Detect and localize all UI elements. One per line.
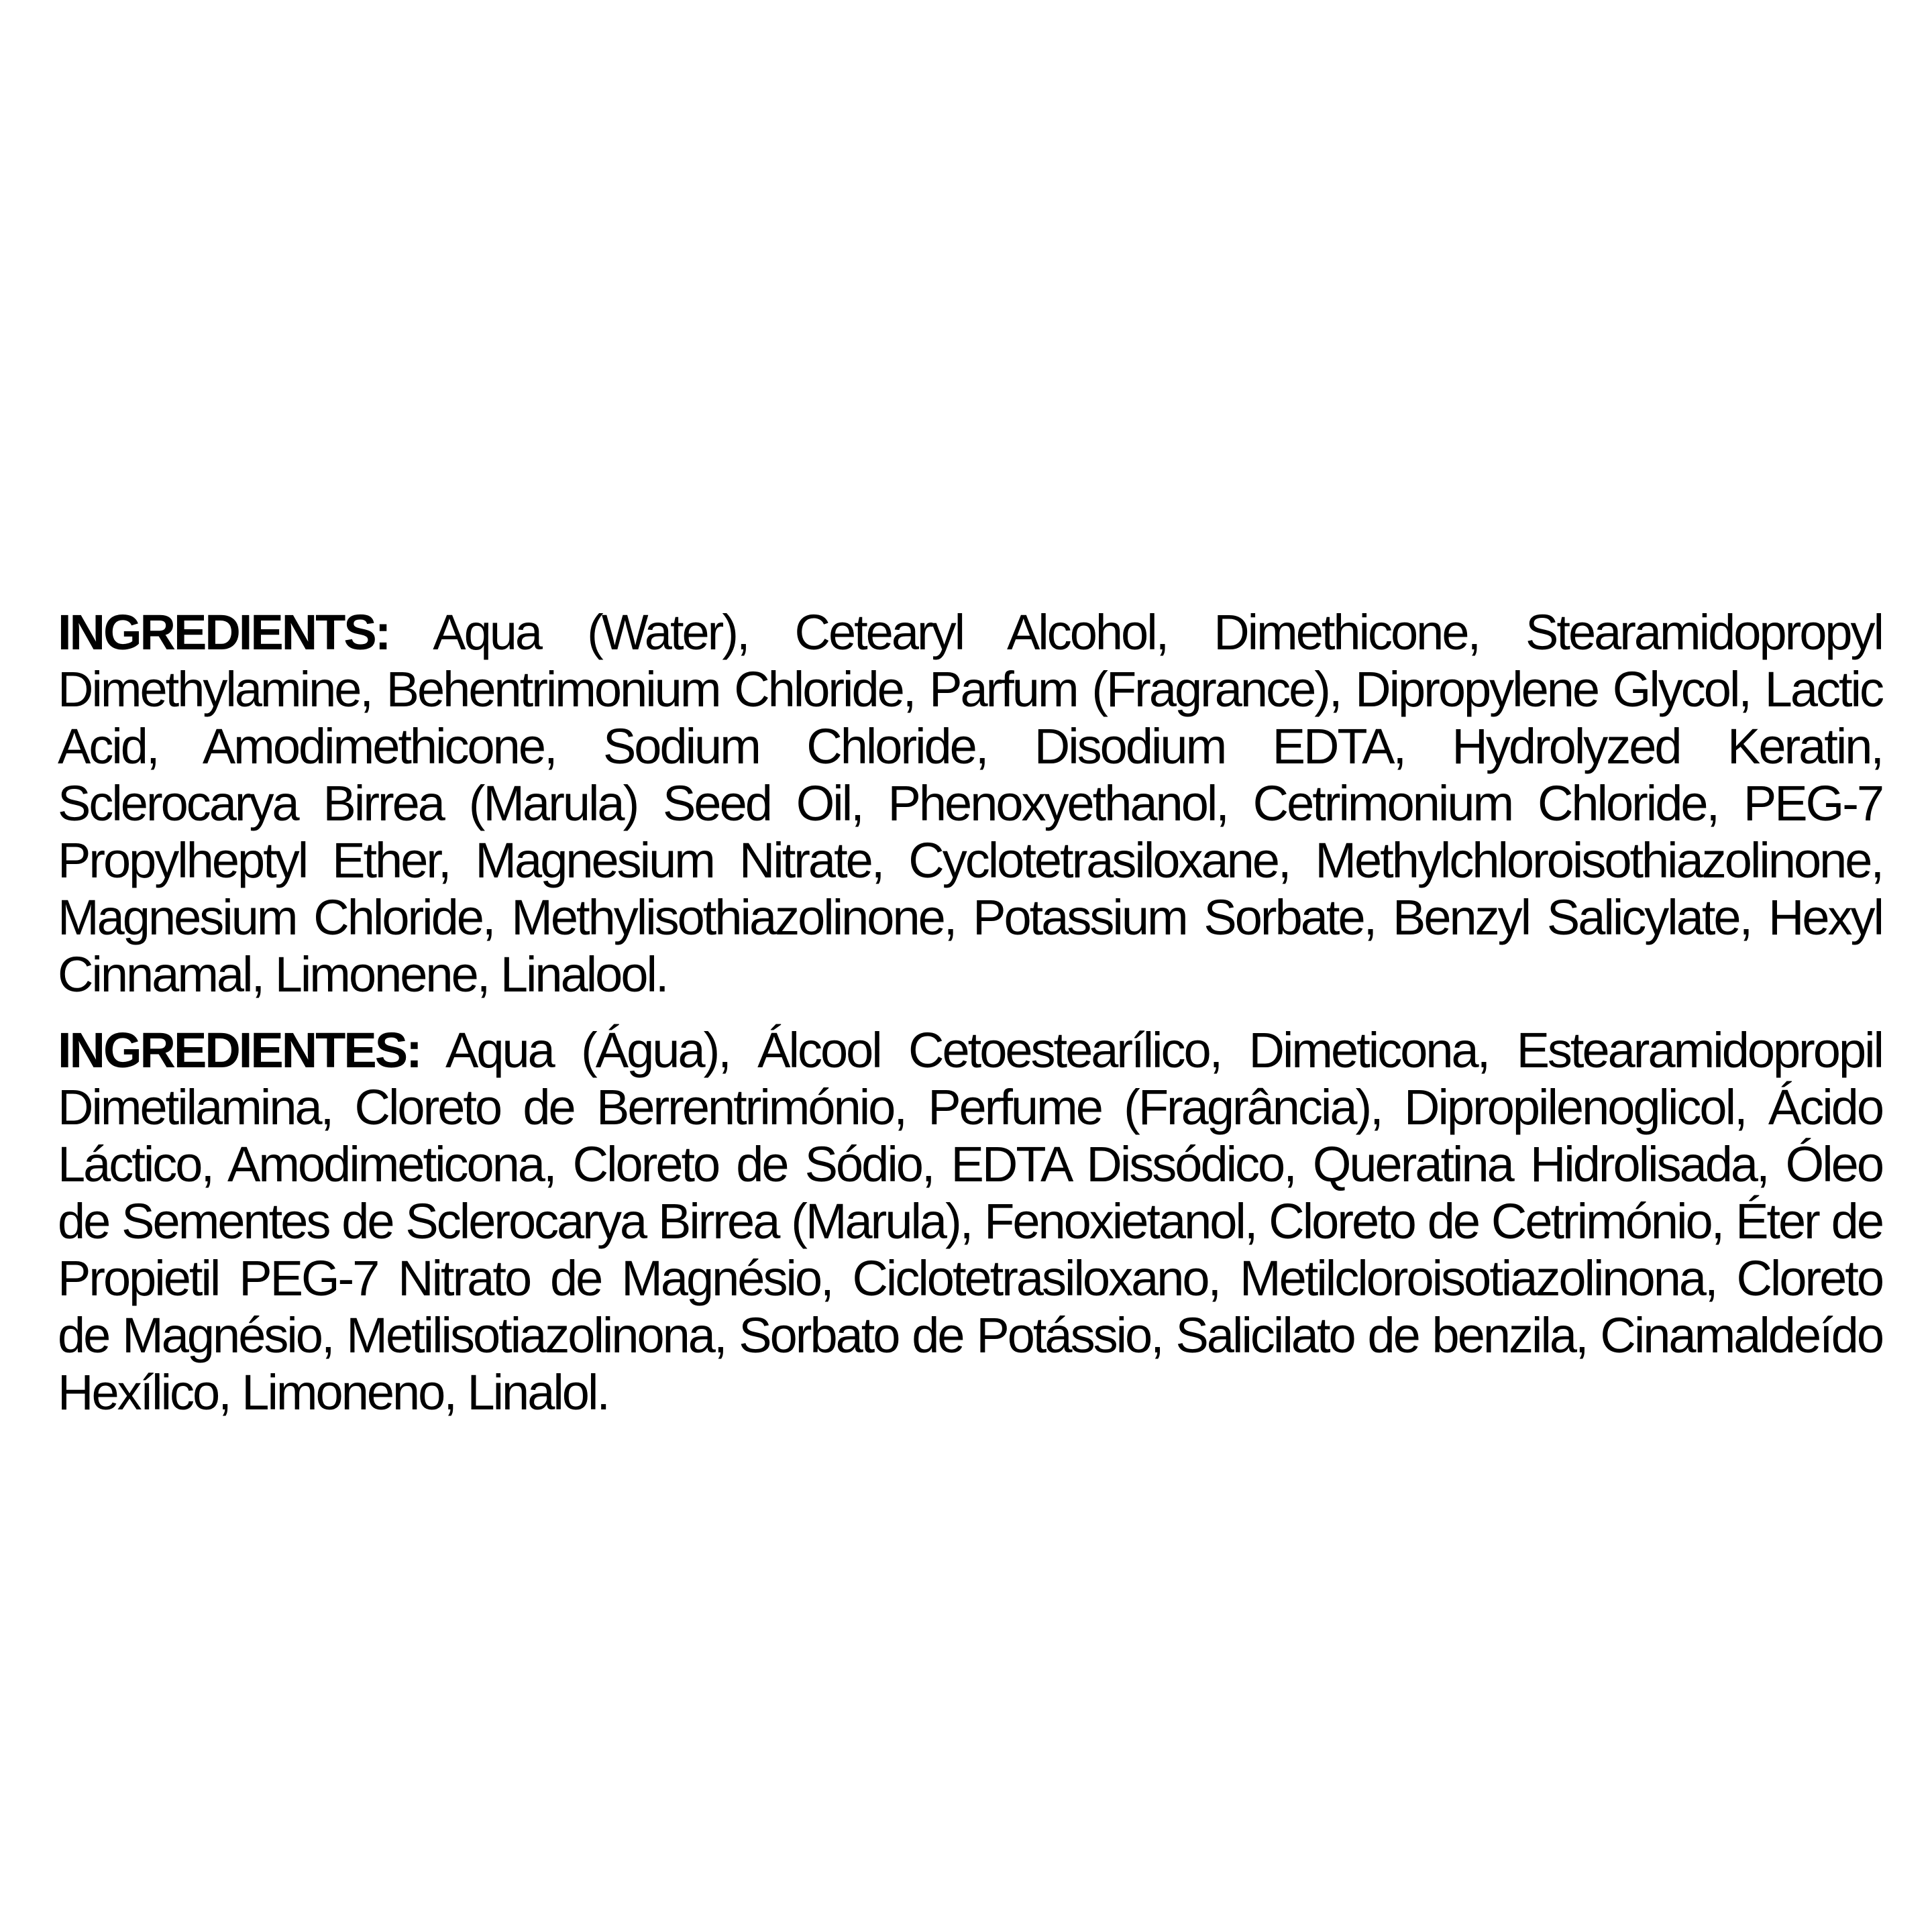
ingredients-english-heading: INGREDIENTS: — [58, 604, 390, 660]
ingredients-label — [58, 604, 1882, 1421]
ingredients-portuguese — [58, 1022, 1882, 1421]
ingredients-english-list: Aqua (Water), Cetearyl Alcohol, Dimethicone, Stearamidopropyl Dimethylamine, Behentrimonium Chloride, Parfum (Fragrance), Dipropylene Glycol, Lactic Acid, Amodimethicone, Sodium Chloride, Disodium EDTA, Hydrolyzed Keratin, Sclerocarya Birrea (Marula) Seed Oil, Phenoxyethanol, Cetrimonium Chloride, PEG-7 Propylheptyl Ether, Magnesium Nitrate, Cyclotetrasiloxane, Methylchloroisothiazolinone, Magnesium Chloride, Methylisothiazolinone, Potassium Sorbate, Benzyl Salicylate, Hexyl Cinnamal, Limonene, Linalool. — [58, 604, 1882, 1002]
ingredients-english — [58, 604, 1882, 1003]
ingredients-portuguese-list: Aqua (Água), Álcool Cetoestearílico, Dimeticona, Estearamidopropil Dimetilamina, Cloreto de Berrentrimónio, Perfume (Fragrância), Dipropilenoglicol, Ácido Láctico, Amodimeticona, Cloreto de Sódio, EDTA Dissódico, Queratina Hidrolisada, Óleo de Sementes de Sclerocarya Birrea (Marula), Fenoxietanol, Cloreto de Cetrimónio, Éter de Propietil PEG-7 Nitrato de Magnésio, Ciclotetrasiloxano, Metilcloroisotiazolinona, Cloreto de Magnésio, Metilisotiazolinona, Sorbato de Potássio, Salicilato de benzila, Cinamaldeído Hexílico, Limoneno, Linalol. — [58, 1022, 1882, 1420]
ingredients-portuguese-heading: INGREDIENTES: — [58, 1022, 421, 1078]
